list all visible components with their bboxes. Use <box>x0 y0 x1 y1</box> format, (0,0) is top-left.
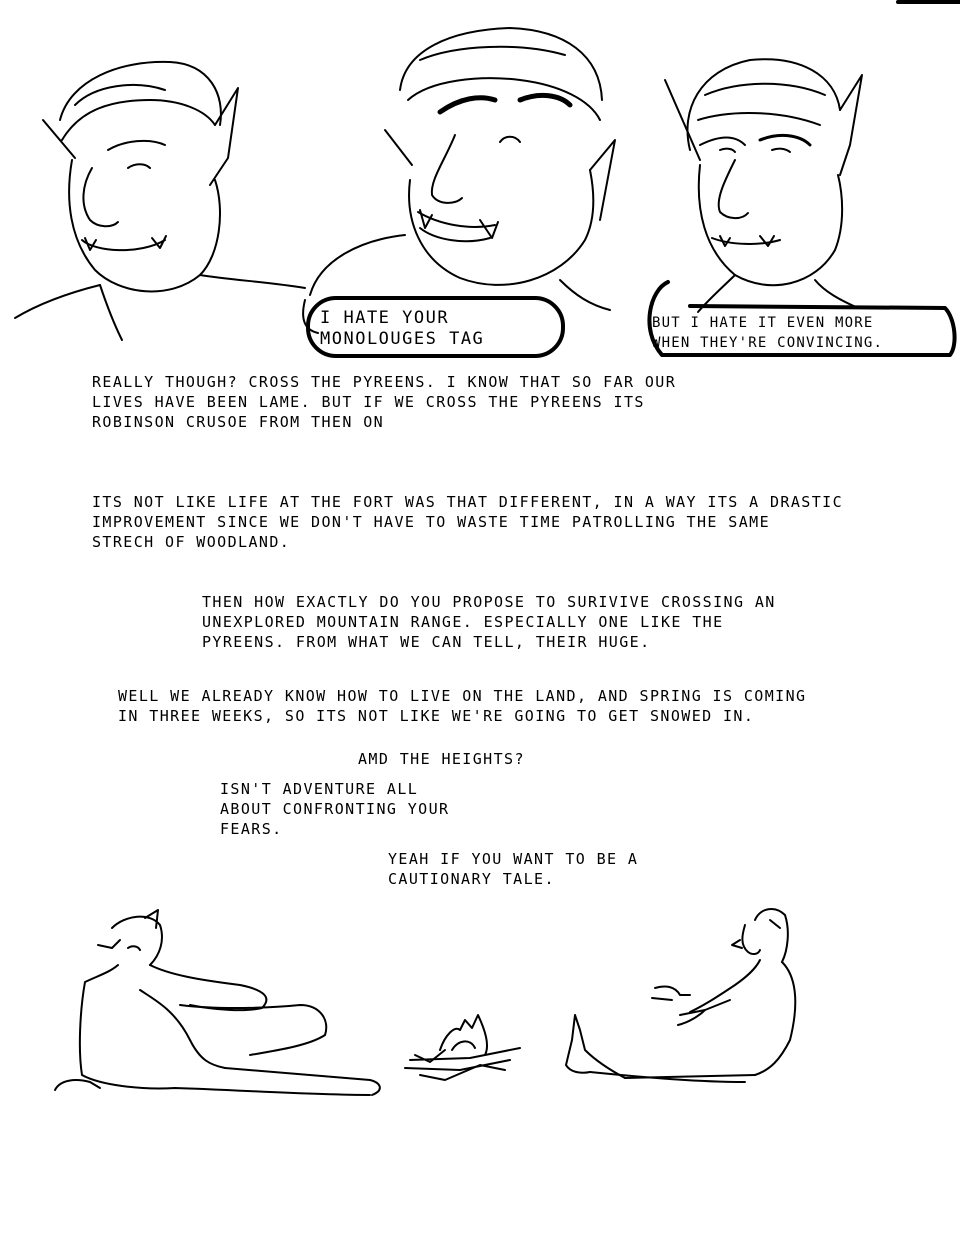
dialogue-line-3: THEN HOW EXACTLY DO YOU PROPOSE TO SURIVIVE CROSSING AN UNEXPLORED MOUNTAIN RANGE. ESPECIALLY ONE LIKE THE PYREENS. FROM WHAT WE CAN TELL, THEIR HUGE. <box>202 593 776 651</box>
dialogue-line-2: ITS NOT LIKE LIFE AT THE FORT WAS THAT DIFFERENT, IN A WAY ITS A DRASTIC IMPROVEMENT SINCE WE DON'T HAVE TO WASTE TIME PATROLLING THE SAME STRECH OF WOODLAND. <box>92 493 844 551</box>
right-orc-head <box>665 59 862 312</box>
bubble-1-text: I HATE YOUR MONOLOUGES TAG <box>320 308 485 349</box>
left-reclining-figure <box>55 910 380 1095</box>
bubble-2-text: BUT I HATE IT EVEN MORE WHEN THEY'RE CONVINCING. <box>652 315 884 351</box>
dialogue-line-5: AMD THE HEIGHTS? <box>358 750 525 768</box>
dialogue-line-1: REALLY THOUGH? CROSS THE PYREENS. I KNOW THAT SO FAR OUR LIVES HAVE BEEN LAME. BUT IF WE CROSS THE PYREENS ITS ROBINSON CRUSOE FROM THEN ON <box>92 373 677 431</box>
right-seated-figure <box>566 909 795 1082</box>
left-orc-head <box>15 62 305 340</box>
dialogue-line-7: YEAH IF YOU WANT TO BE A CAUTIONARY TALE. <box>388 850 639 888</box>
center-orc-head <box>303 28 615 333</box>
dialogue-line-6: ISN'T ADVENTURE ALL ABOUT CONFRONTING YOUR FEARS. <box>220 780 450 838</box>
dialogue-line-4: WELL WE ALREADY KNOW HOW TO LIVE ON THE LAND, AND SPRING IS COMING IN THREE WEEKS, SO ITS NOT LIKE WE'RE GOING TO GET SNOWED IN. <box>118 687 807 725</box>
campfire <box>405 1015 520 1080</box>
